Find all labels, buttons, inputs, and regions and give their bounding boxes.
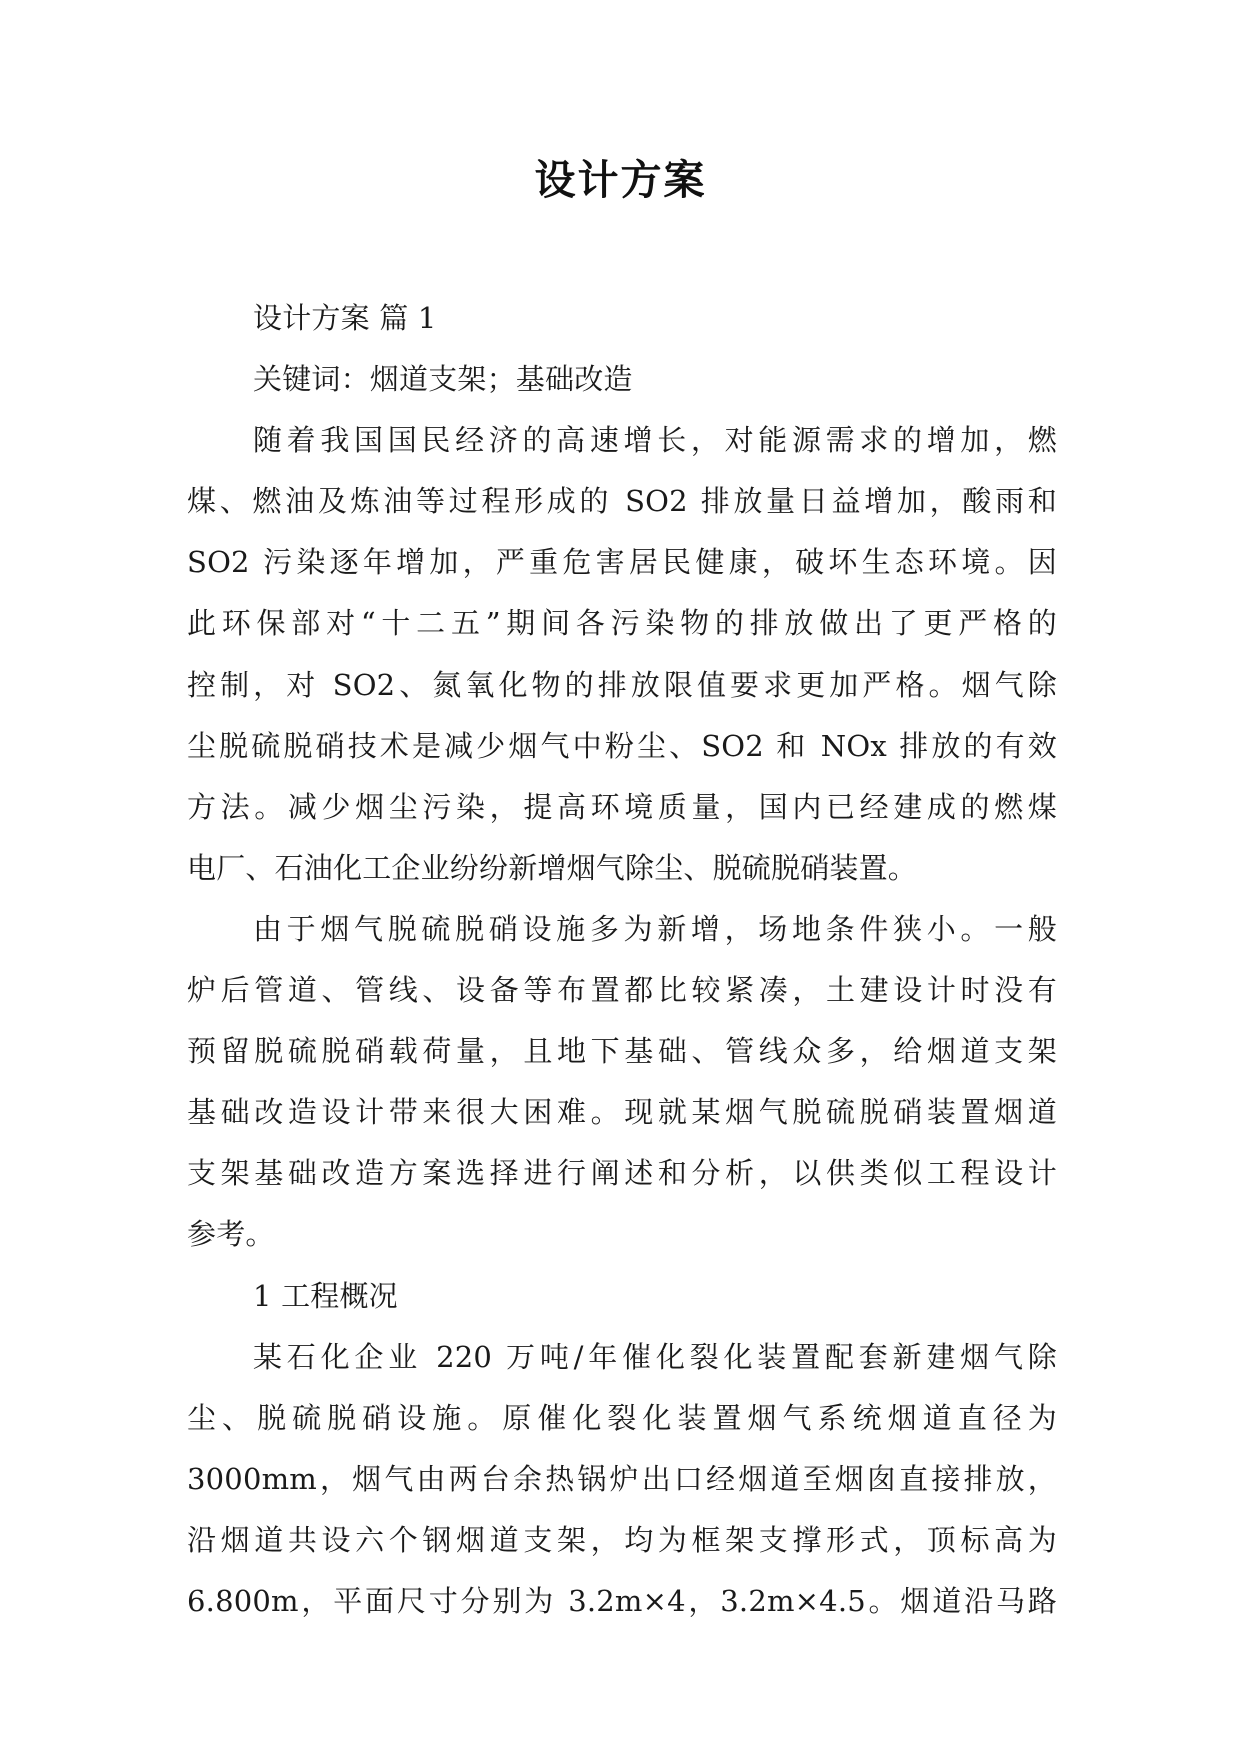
text-line: 方法。减少烟尘污染，提高环境质量，国内已经建成的燃煤 bbox=[187, 789, 1057, 824]
text-line: 尘、脱硫脱硝设施。原催化裂化装置烟气系统烟道直径为 bbox=[187, 1400, 1057, 1435]
text-line: 3000mm，烟气由两台余热锅炉出口经烟道至烟囱直接排放， bbox=[187, 1461, 1057, 1496]
text-line: 沿烟道共设六个钢烟道支架，均为框架支撑形式，顶标高为 bbox=[187, 1522, 1057, 1557]
text-line: 基础改造设计带来很大困难。现就某烟气脱硫脱硝装置烟道 bbox=[187, 1095, 1057, 1130]
text-line: 1 工程概况 bbox=[253, 1278, 398, 1313]
text-line: 参考。 bbox=[187, 1217, 275, 1252]
text-line: 煤、燃油及炼油等过程形成的 SO2 排放量日益增加，酸雨和 bbox=[187, 484, 1057, 519]
text-line: 由于烟气脱硫脱硝设施多为新增，场地条件狭小。一般 bbox=[253, 911, 1057, 946]
document-title: 设计方案 bbox=[534, 156, 707, 204]
text-line: 某石化企业 220 万吨/年催化裂化装置配套新建烟气除 bbox=[253, 1339, 1057, 1374]
text-line: 支架基础改造方案选择进行阐述和分析，以供类似工程设计 bbox=[187, 1156, 1057, 1191]
text-line: 关键词：烟道支架；基础改造 bbox=[253, 362, 633, 397]
text-line: 此环保部对“十二五”期间各污染物的排放做出了更严格的 bbox=[187, 606, 1057, 641]
text-line: 电厂、石油化工企业纷纷新增烟气除尘、脱硫脱硝装置。 bbox=[187, 850, 918, 885]
text-line: 炉后管道、管线、设备等布置都比较紧凑，土建设计时没有 bbox=[187, 973, 1057, 1008]
text-line: 尘脱硫脱硝技术是减少烟气中粉尘、SO2 和 NOx 排放的有效 bbox=[187, 728, 1057, 763]
text-line: 控制，对 SO2、氮氧化物的排放限值要求更加严格。烟气除 bbox=[187, 667, 1057, 702]
text-line: SO2 污染逐年增加，严重危害居民健康，破坏生态环境。因 bbox=[187, 545, 1057, 580]
text-line: 预留脱硫脱硝载荷量，且地下基础、管线众多，给烟道支架 bbox=[187, 1034, 1057, 1069]
text-line: 随着我国国民经济的高速增长，对能源需求的增加，燃 bbox=[253, 423, 1057, 458]
text-line: 6.800m，平面尺寸分别为 3.2m×4，3.2m×4.5。烟道沿马路 bbox=[187, 1583, 1057, 1618]
document-body bbox=[187, 288, 1057, 1632]
text-line: 设计方案 篇 1 bbox=[253, 301, 437, 335]
